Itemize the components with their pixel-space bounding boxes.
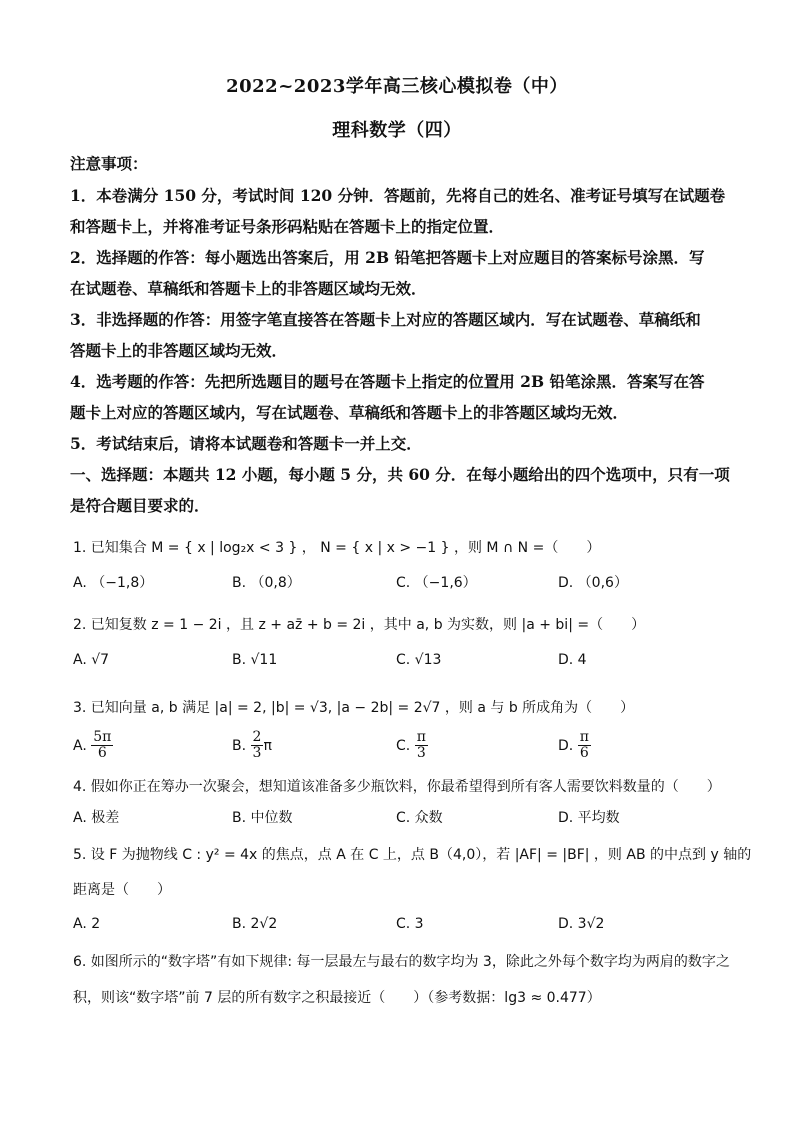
q1-option-d: D. （0,6）	[558, 575, 628, 591]
question-6: 6. 如图所示的“数字塔”有如下规律: 每一层最左与最右的数字均为 3，除此之外每个数字均为两肩的数字之	[73, 954, 730, 970]
q3-option-b-fraction: $\frac{2}{3}$	[252, 729, 262, 762]
question-1: 1. 已知集合 M = { x | log₂x < 3 } ， N = { x | x > −1 } ，则 M ∩ N =（ ）	[73, 540, 601, 556]
notice-line: 1．本卷满分 150 分，考试时间 120 分钟．答题前，先将自己的姓名、准考证号填写在试题卷	[70, 186, 726, 205]
q3-option-d	[558, 730, 591, 762]
q3-option-a-fraction: $\frac{5\pi}{6}$	[93, 729, 112, 762]
q3-option-c-fraction: $\frac{\pi}{3}$	[416, 729, 426, 762]
q5-option-a: A. 2	[73, 916, 101, 932]
q2-option-c: C. √13	[396, 652, 442, 668]
notice-line: 和答题卡上，并将准考证号条形码粘贴在答题卡上的指定位置．	[70, 217, 505, 236]
exam-subtitle: 理科数学（四）	[332, 120, 462, 141]
q5-option-b: B. 2√2	[232, 916, 278, 932]
question-5: 5. 设 F 为抛物线 C : y² = 4x 的焦点，点 A 在 C 上，点 B（4,0），若 |AF| = |BF| ，则 AB 的中点到 y 轴的	[73, 847, 752, 863]
q1-option-c: C. （−1,6）	[396, 575, 477, 591]
notice-line: 在试题卷、草稿纸和答题卡上的非答题区域均无效．	[70, 279, 427, 298]
question-4: 4. 假如你正在筹办一次聚会，想知道该准备多少瓶饮料，你最希望得到所有客人需要饮料数量的（ ）	[73, 779, 721, 795]
notice-line: 答题卡上的非答题区域均无效．	[70, 341, 288, 360]
section-heading: 一、选择题：本题共 12 小题，每小题 5 分，共 60 分．在每小题给出的四个选项中，只有一项	[70, 465, 730, 484]
notice-line: 题卡上对应的答题区域内，写在试题卷、草稿纸和答题卡上的非答题区域均无效．	[70, 403, 629, 422]
question-2: 2. 已知复数 z = 1 − 2i ，且 z + az̄ + b = 2i ，其中 a, b 为实数，则 |a + bi| =（ ）	[73, 617, 646, 633]
q4-option-c: C. 众数	[396, 810, 443, 826]
q3-option-d-fraction: $\frac{\pi}{6}$	[579, 729, 589, 762]
q3-option-a-label: A.	[73, 737, 87, 754]
question-5-cont: 距离是（ ）	[73, 882, 171, 898]
question-6-cont: 积，则该“数字塔”前 7 层的所有数字之积最接近（ ）（参考数据：lg3 ≈ 0.477）	[73, 990, 601, 1006]
q3-option-b-label: B.	[232, 737, 247, 754]
q2-option-b: B. √11	[232, 652, 278, 668]
q4-option-d: D. 平均数	[558, 810, 620, 826]
q4-option-b: B. 中位数	[232, 810, 293, 826]
q4-option-a: A. 极差	[73, 810, 120, 826]
notice-line: 5．考试结束后，请将本试题卷和答题卡一并上交．	[70, 434, 422, 453]
exam-title: 2022~2023学年高三核心模拟卷（中）	[226, 76, 568, 97]
notice-line: 2．选择题的作答：每小题选出答案后，用 2B 铅笔把答题卡上对应题目的答案标号涂黑．写	[70, 248, 705, 267]
q3-option-d-label: D.	[558, 737, 574, 754]
notice-line: 3．非选择题的作答：用签字笔直接答在答题卡上对应的答题区域内．写在试题卷、草稿纸和	[70, 310, 701, 329]
q1-option-a: A. （−1,8）	[73, 575, 154, 591]
q1-option-b: B. （0,8）	[232, 575, 301, 591]
q3-option-b	[232, 730, 272, 762]
q5-option-d: D. 3√2	[558, 916, 605, 932]
notice-heading: 注意事项：	[70, 154, 148, 173]
q3-option-c-label: C.	[396, 737, 411, 754]
q3-option-a	[73, 730, 113, 762]
notice-line: 4．选考题的作答：先把所选题目的题号在答题卡上指定的位置用 2B 铅笔涂黑．答案写在答	[70, 372, 705, 391]
q2-option-d: D. 4	[558, 652, 587, 668]
q3-option-c	[396, 730, 428, 762]
q5-option-c: C. 3	[396, 916, 424, 932]
section-heading-cont: 是符合题目要求的．	[70, 496, 210, 515]
question-3: 3. 已知向量 a, b 满足 |a| = 2, |b| = √3, |a − 2b| = 2√7 ，则 a 与 b 所成角为（ ）	[73, 700, 635, 716]
q2-option-a: A. √7	[73, 652, 110, 668]
q3-option-b-pi: π	[263, 737, 272, 754]
